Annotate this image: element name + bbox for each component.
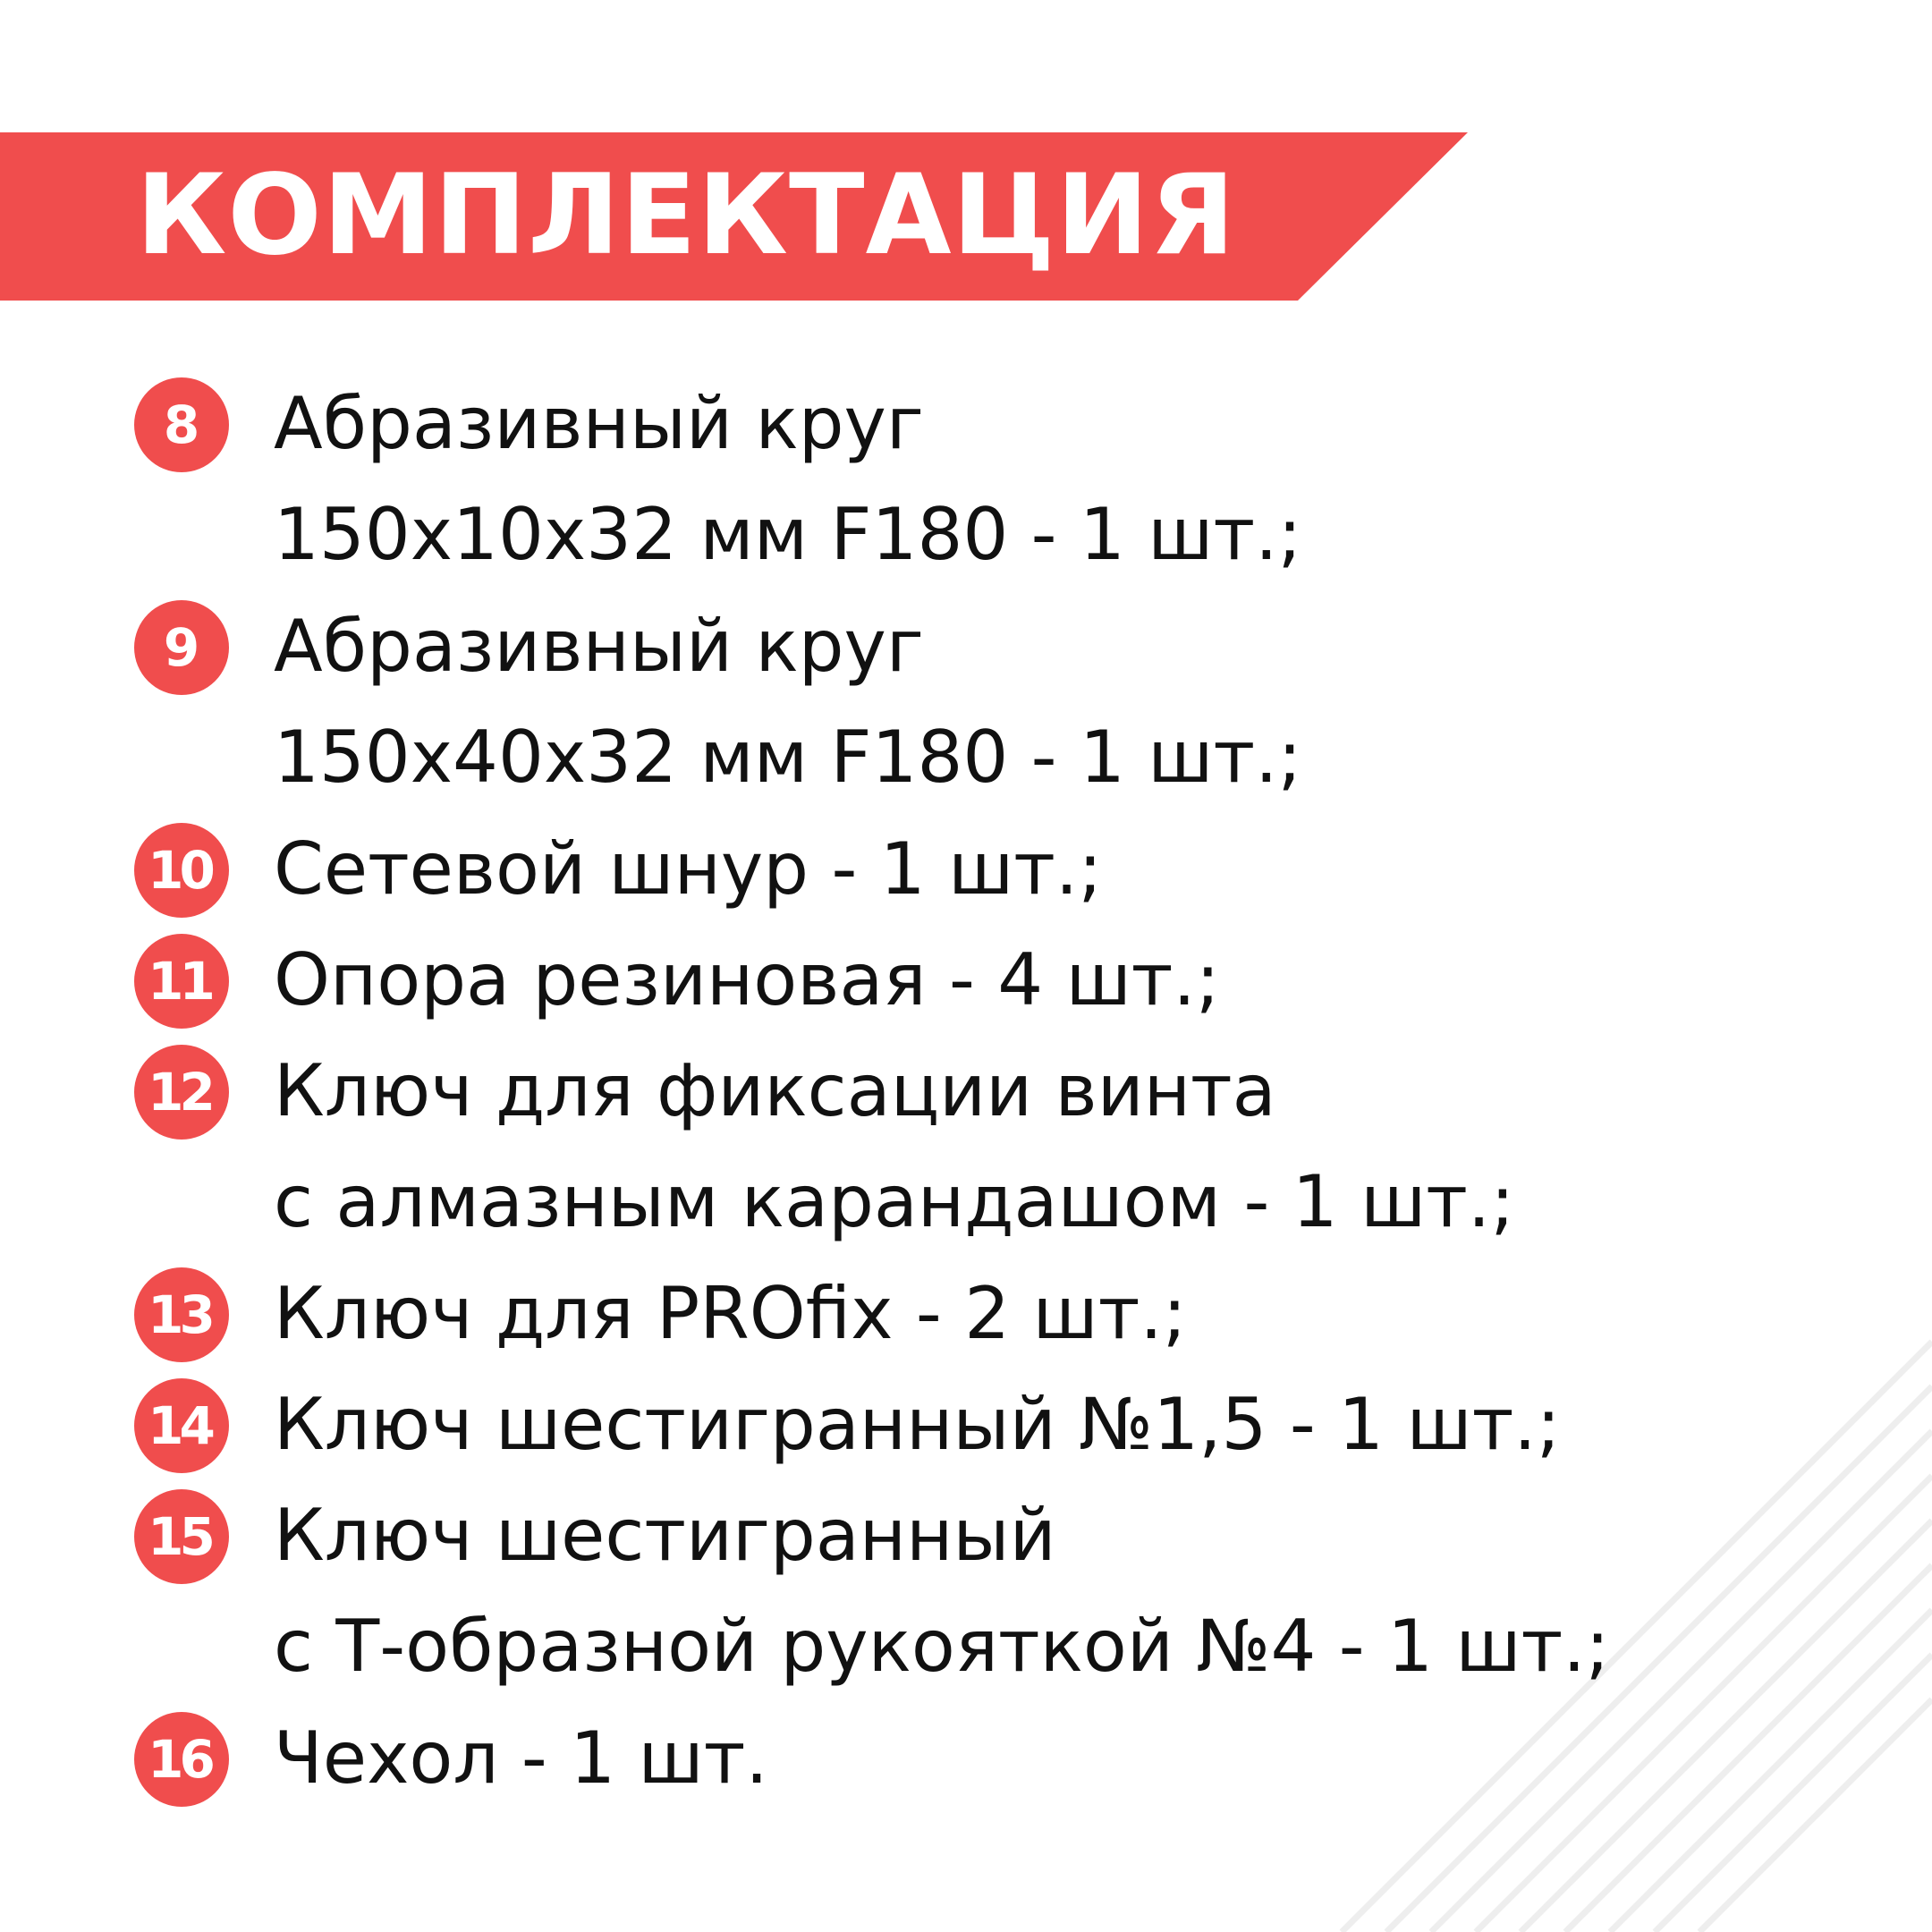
item-text-line: Ключ для PROfix - 2 шт.; — [274, 1272, 1187, 1355]
item-text-line: Чехол - 1 шт. — [274, 1716, 768, 1800]
item-text-line: 150х40х32 мм F180 - 1 шт.; — [274, 716, 1302, 799]
item-text-line: с Т-образной рукояткой №4 - 1 шт.; — [274, 1605, 1610, 1688]
item-text-line: Ключ шестигранный — [274, 1494, 1056, 1577]
item-number-badge: 14 — [134, 1378, 229, 1473]
item-text-line: Опора резиновая - 4 шт.; — [274, 938, 1220, 1021]
item-number-badge: 12 — [134, 1045, 229, 1140]
item-number-badge: 8 — [134, 377, 229, 472]
item-number-badge: 15 — [134, 1489, 229, 1584]
item-number-badge: 13 — [134, 1267, 229, 1362]
item-text-line: Ключ для фиксации винта — [274, 1049, 1276, 1132]
item-number-badge: 9 — [134, 600, 229, 695]
item-number-badge: 10 — [134, 823, 229, 918]
item-text-line: Абразивный круг — [274, 382, 924, 465]
item-text-line: Абразивный круг — [274, 605, 924, 688]
item-text-line: Сетевой шнур - 1 шт.; — [274, 827, 1103, 911]
item-text-line: Ключ шестигранный №1,5 - 1 шт.; — [274, 1383, 1561, 1466]
page-title: КОМПЛЕКТАЦИЯ — [136, 151, 1236, 280]
item-number-badge: 11 — [134, 934, 229, 1029]
item-number-badge: 16 — [134, 1712, 229, 1807]
item-text-line: с алмазным карандашом - 1 шт.; — [274, 1160, 1515, 1243]
item-text-line: 150х10х32 мм F180 - 1 шт.; — [274, 493, 1302, 576]
